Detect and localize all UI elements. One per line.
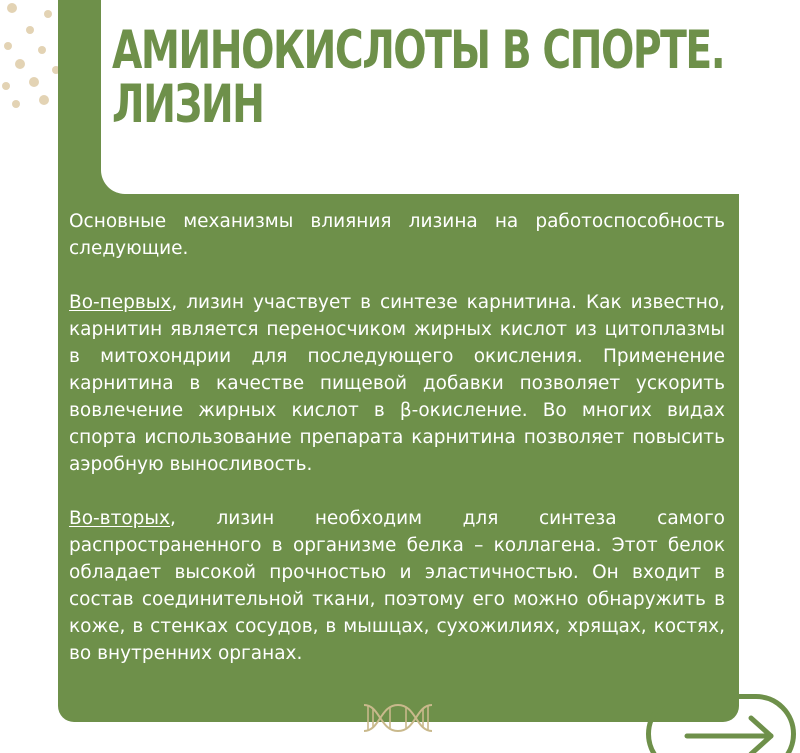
title-line-1: АМИНОКИСЛОТЫ В СПОРТЕ. bbox=[112, 20, 725, 81]
body-text bbox=[69, 208, 725, 694]
paragraph-second-text: , лизин необходим для синтеза самого распространенного в организме белка – коллагена. Этот белок обладает высокой прочностью и эластичностью. Он входит в состав соединительной ткани, поэтому его можно обнаружить в коже, в стенках сосудов, в мышцах, сухожилиях, хрящах, костях, во внутренних органах. bbox=[69, 508, 725, 664]
paragraph-first-lead: Во-первых bbox=[69, 292, 172, 313]
title-line-2: ЛИЗИН bbox=[112, 74, 264, 135]
page-title bbox=[112, 20, 725, 135]
paragraph-first-text: , лизин участвует в синтезе карнитина. Как известно, карнитин является переносчиком жирных кислот из цитоплазмы в митохондрии для последующего окисления. Применение карнитина в качестве пищевой добавки позволяет ускорить вовлечение жирных кислот в β-окисление. Во многих видах спорта использование препарата карнитина позволяет повысить аэробную выносливость. bbox=[69, 292, 725, 475]
paragraph-second bbox=[69, 505, 725, 667]
next-button[interactable] bbox=[646, 694, 796, 753]
paragraph-second-lead: Во-вторых bbox=[69, 508, 170, 529]
dna-icon bbox=[362, 695, 434, 741]
arrow-right-icon bbox=[681, 713, 781, 753]
intro-paragraph: Основные механизмы влияния лизина на работоспособность следующие. bbox=[69, 211, 725, 259]
paragraph-first bbox=[69, 289, 725, 478]
